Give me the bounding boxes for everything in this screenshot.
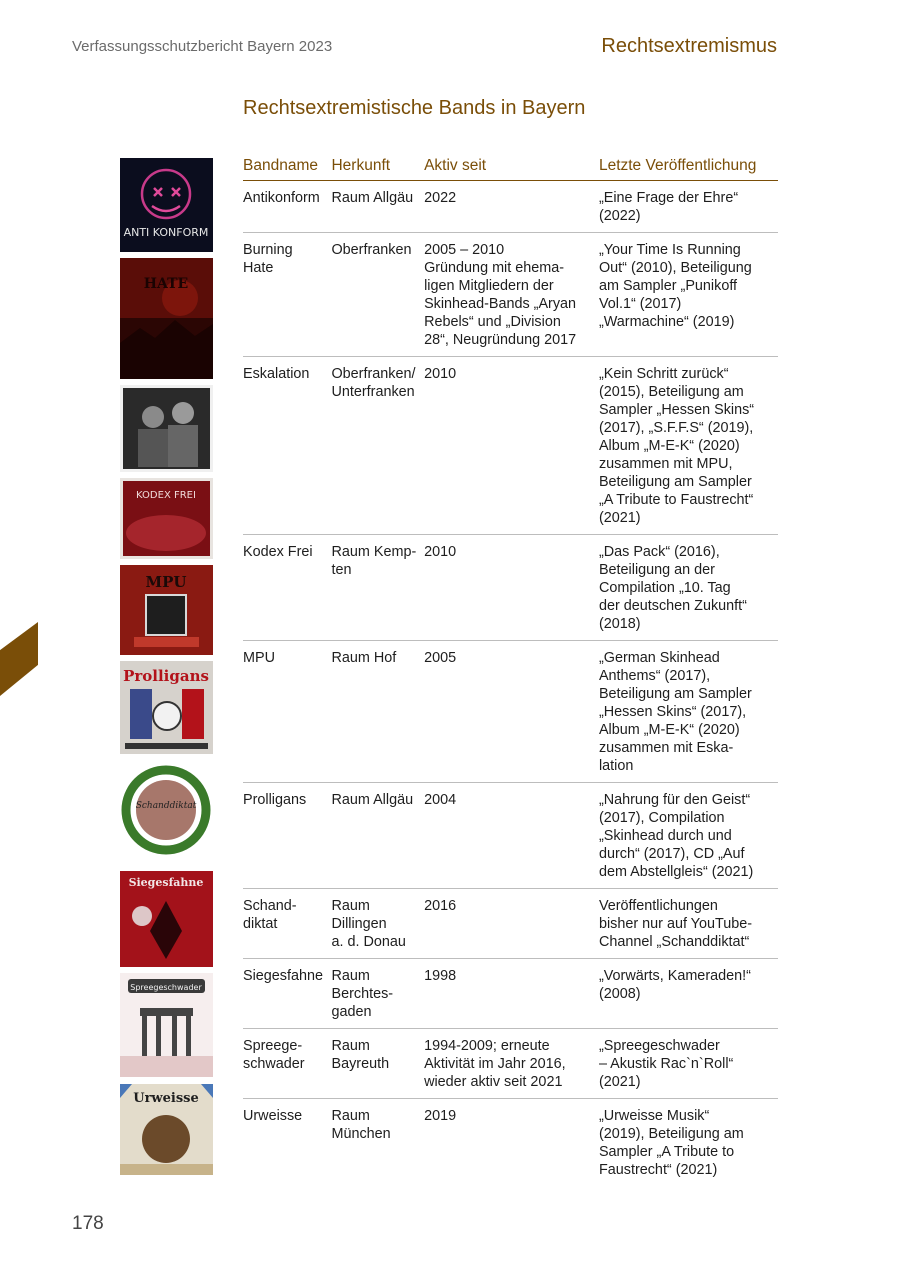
cell-bandname: MPU	[243, 641, 331, 783]
section-title: Rechtsextremistische Bands in Bayern	[243, 97, 586, 119]
table-row	[243, 535, 778, 641]
cell-aktiv-seit: 2005	[424, 641, 599, 783]
cell-veroeffentlichung: „Vorwärts, Kameraden!“ (2008)	[599, 959, 778, 1029]
svg-text:Spreegeschwader: Spreegeschwader	[130, 983, 202, 992]
svg-text:Urweisse: Urweisse	[133, 1091, 199, 1106]
cell-veroeffentlichung: „Spreegeschwader – Akustik Rac`n`Roll“ (2021)	[599, 1029, 778, 1099]
column-header-aktiv-seit: Aktiv seit	[424, 153, 599, 181]
album-cover-mpu	[120, 565, 213, 655]
cell-veroeffentlichung: „Your Time Is Running Out“ (2010), Beteiligung am Sampler „Punikoff Vol.1“ (2017) „Warmachine“ (2019)	[599, 233, 778, 357]
cell-herkunft: Raum Allgäu	[331, 783, 424, 889]
table-row	[243, 641, 778, 783]
svg-text:KODEX FREI: KODEX FREI	[136, 490, 196, 501]
cell-aktiv-seit: 2010	[424, 535, 599, 641]
running-header-publication: Verfassungsschutzbericht Bayern 2023	[72, 38, 333, 55]
cell-bandname: Schand- diktat	[243, 889, 331, 959]
cell-herkunft: Raum Bayreuth	[331, 1029, 424, 1099]
table-row	[243, 233, 778, 357]
cell-veroeffentlichung: „Nahrung für den Geist“ (2017), Compilation „Skinhead durch und durch“ (2017), CD „Auf dem Abstellgleis“ (2021)	[599, 783, 778, 889]
cell-aktiv-seit: 1998	[424, 959, 599, 1029]
table-row	[243, 959, 778, 1029]
bands-table	[243, 153, 778, 1186]
cell-aktiv-seit: 2019	[424, 1108, 457, 1124]
cell-veroeffentlichung: „German Skinhead Anthems“ (2017), Beteiligung am Sampler „Hessen Skins“ (2017), Album „M-E-K“ (2020) zusammen mit Eska- lation	[599, 641, 778, 783]
column-header-letzte-veroeffentlichung: Letzte Veröffentlichung	[599, 153, 778, 181]
svg-text:Schanddiktat: Schanddiktat	[135, 801, 197, 811]
table-row	[243, 181, 778, 233]
table-row	[243, 357, 778, 535]
svg-text:ANTI KONFORM: ANTI KONFORM	[123, 226, 209, 239]
table-header-row	[243, 153, 778, 181]
cell-herkunft: Oberfranken/ Unterfranken	[331, 357, 424, 535]
svg-text:HATE: HATE	[143, 276, 189, 292]
album-cover-kodex-frei	[120, 478, 213, 559]
cell-veroeffentlichung: „Urweisse Musik“ (2019), Beteiligung am Sampler „A Tribute to Faustrecht“ (2021)	[598, 1108, 744, 1178]
cell-veroeffentlichung: „Kein Schritt zurück“ (2015), Beteiligung am Sampler „Hessen Skins“ (2017), „S.F.F.S“ (2019), Album „M-E-K“ (2020) zusammen mit MPU, Beteiligung am Sampler „A Tribute to Faustrecht“ (2021)	[599, 357, 778, 535]
column-header-herkunft: Herkunft	[331, 153, 424, 181]
cell-aktiv-seit: 2005 – 2010 Gründung mit ehema- ligen Mitgliedern der Skinhead-Bands „Aryan Rebels“ und „Division 28“, Neugründung 2017	[424, 233, 599, 357]
cell-herkunft: Raum München	[331, 1108, 391, 1142]
album-cover-spreegeschwader	[120, 973, 213, 1077]
cell-bandname: Prolligans	[243, 783, 331, 889]
cell-bandname: Eskalation	[243, 357, 331, 535]
chapter-tab-marker	[0, 622, 38, 696]
column-header-bandname: Bandname	[243, 153, 331, 181]
album-cover-prolligans	[120, 661, 213, 754]
cell-bandname: Spreege- schwader	[243, 1029, 331, 1099]
cell-veroeffentlichung: Veröffentlichungen bisher nur auf YouTube- Channel „Schanddiktat“	[599, 889, 778, 959]
cell-bandname: Burning Hate	[243, 233, 331, 357]
album-cover-burning-hate	[120, 258, 213, 379]
cell-herkunft: Raum Berchtes- gaden	[331, 959, 424, 1029]
cell-bandname: Kodex Frei	[243, 535, 331, 641]
cell-herkunft: Raum Allgäu	[331, 181, 424, 233]
album-cover-schanddiktat	[120, 760, 213, 866]
cell-herkunft: Raum Dillingen a. d. Donau	[331, 889, 424, 959]
cell-veroeffentlichung: „Das Pack“ (2016), Beteiligung an der Compilation „10. Tag der deutschen Zukunft“ (2018)	[599, 535, 778, 641]
table-row	[243, 783, 778, 889]
album-cover-siegesfahne	[120, 871, 213, 967]
cell-aktiv-seit: 2010	[424, 357, 599, 535]
cell-aktiv-seit: 2022	[424, 181, 599, 233]
cell-herkunft: Raum Kemp- ten	[331, 535, 424, 641]
cell-veroeffentlichung: „Eine Frage der Ehre“ (2022)	[599, 181, 778, 233]
album-cover-eskalation	[120, 385, 213, 472]
cell-bandname: Siegesfahne	[243, 959, 331, 1029]
running-header-chapter: Rechtsextremismus	[601, 35, 777, 57]
svg-text:Siegesfahne: Siegesfahne	[128, 876, 204, 889]
cell-bandname: Urweisse	[243, 1108, 303, 1124]
album-cover-urweisse	[120, 1084, 213, 1175]
table-row	[243, 1029, 778, 1099]
table-row	[243, 889, 778, 959]
cell-aktiv-seit: 2016	[424, 889, 599, 959]
cell-herkunft: Raum Hof	[331, 641, 424, 783]
cell-bandname: Antikonform	[243, 181, 331, 233]
svg-text:MPU: MPU	[145, 573, 187, 591]
svg-text:Prolligans: Prolligans	[123, 667, 209, 685]
cell-herkunft: Oberfranken	[331, 233, 424, 357]
cell-aktiv-seit: 2004	[424, 783, 599, 889]
table-row	[243, 1099, 778, 1187]
cell-aktiv-seit: 1994-2009; erneute Aktivität im Jahr 2016, wieder aktiv seit 2021	[424, 1029, 599, 1099]
album-cover-antikonform	[120, 158, 213, 252]
page-number: 178	[72, 1213, 104, 1234]
